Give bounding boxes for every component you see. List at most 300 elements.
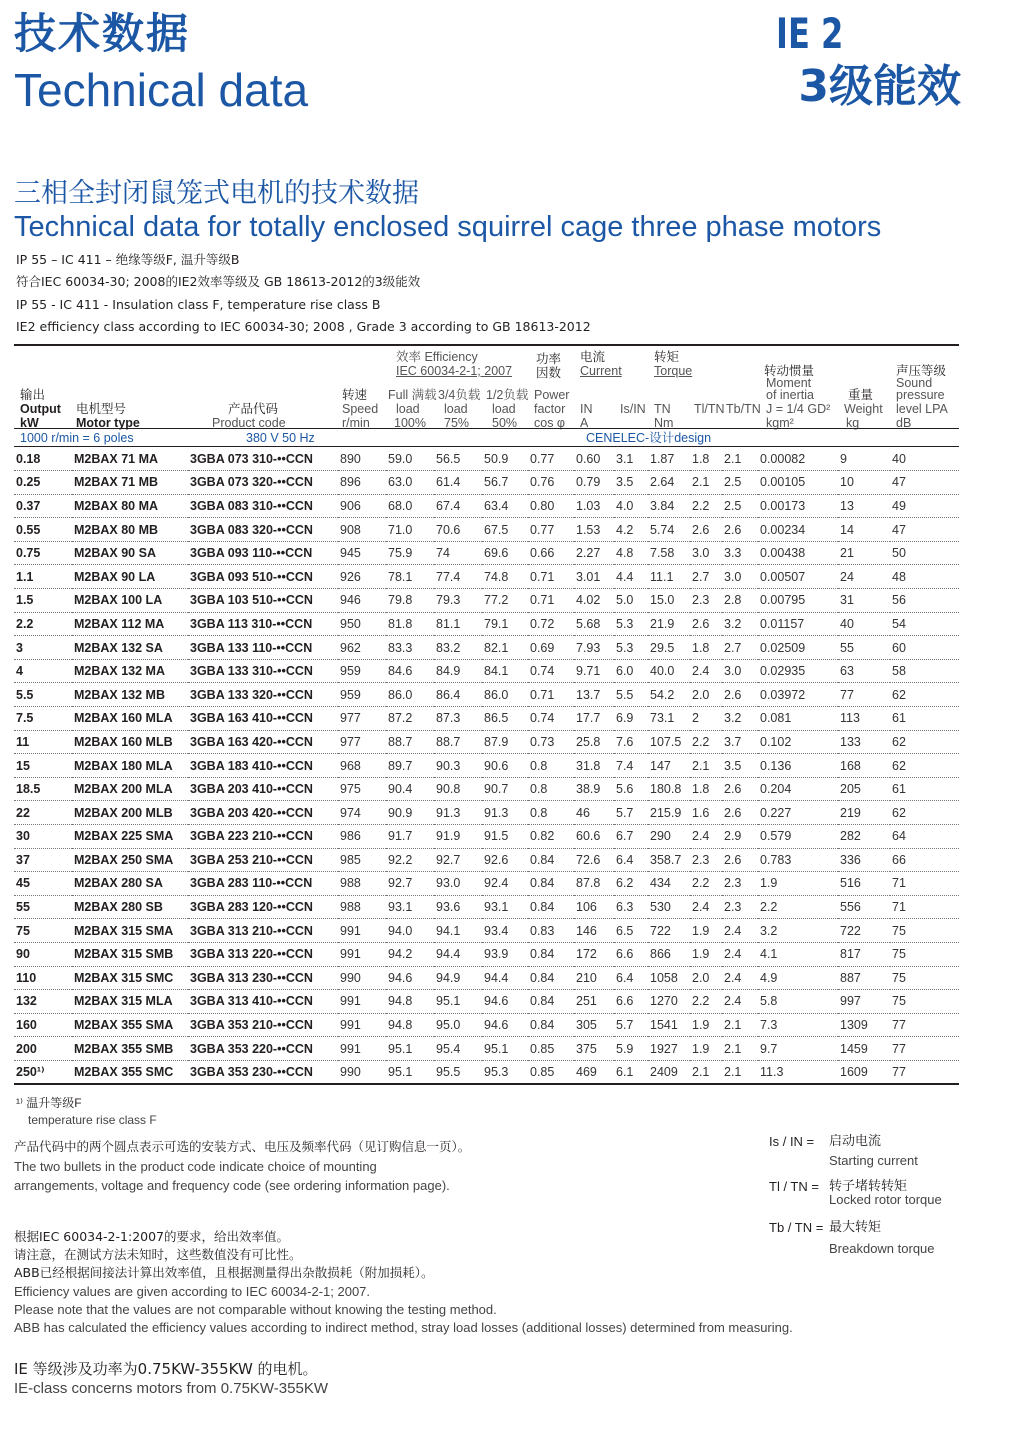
table-cell: 2.6 bbox=[722, 683, 758, 707]
table-cell: 87.9 bbox=[482, 730, 528, 754]
header-output-unit: kW bbox=[20, 416, 39, 430]
table-cell: 29.5 bbox=[648, 636, 690, 660]
table-cell: 92.6 bbox=[482, 848, 528, 872]
table-cell: 84.9 bbox=[434, 659, 482, 683]
table-cell: 54 bbox=[890, 612, 959, 636]
header-tl-tn: Tl/TN bbox=[694, 402, 725, 416]
note-eff-zh3: ABB已经根据间接法计算出效率值，且根据测量得出杂散损耗（附加损耗）。 bbox=[14, 1265, 434, 1280]
table-row bbox=[14, 777, 959, 801]
table-cell: 86.4 bbox=[434, 683, 482, 707]
note-bullets-en1: The two bullets in the product code indicate choice of mounting bbox=[14, 1159, 377, 1174]
data-table bbox=[14, 447, 959, 1085]
table-cell: 40.0 bbox=[648, 659, 690, 683]
table-cell: 6.6 bbox=[614, 990, 648, 1014]
table-cell: 2.2 bbox=[690, 990, 722, 1014]
table-cell: 62 bbox=[890, 683, 959, 707]
table-row bbox=[14, 1013, 959, 1037]
table-cell: 0.60 bbox=[574, 447, 614, 471]
table-cell: 6.4 bbox=[614, 848, 648, 872]
table-cell: 91.3 bbox=[482, 801, 528, 825]
table-cell: 2.5 bbox=[722, 471, 758, 495]
header-speed-zh: 转速 bbox=[342, 388, 368, 402]
table-cell: 93.4 bbox=[482, 919, 528, 943]
poles-design: CENELEC-设计design bbox=[586, 431, 712, 445]
header-3-4-load-en: load bbox=[444, 402, 468, 416]
table-cell: 3GBA 133 320-••CCN bbox=[188, 683, 338, 707]
table-cell: 866 bbox=[648, 942, 690, 966]
table-cell: 0.204 bbox=[758, 777, 838, 801]
table-row bbox=[14, 683, 959, 707]
table-cell: 890 bbox=[338, 447, 386, 471]
table-cell: 95.1 bbox=[386, 1037, 434, 1061]
table-cell: 2.9 bbox=[722, 825, 758, 849]
table-cell: 2.3 bbox=[690, 848, 722, 872]
table-cell: 1.9 bbox=[758, 872, 838, 896]
table-cell: 2.2 bbox=[690, 494, 722, 518]
table-cell: 0.76 bbox=[528, 471, 574, 495]
table-cell: 95.4 bbox=[434, 1037, 482, 1061]
table-cell: 817 bbox=[838, 942, 890, 966]
note-bullets-en2: arrangements, voltage and frequency code (see ordering information page). bbox=[14, 1178, 450, 1193]
table-cell: 91.3 bbox=[434, 801, 482, 825]
table-cell: 5.5 bbox=[14, 683, 72, 707]
table-cell: 0.00105 bbox=[758, 471, 838, 495]
table-cell: 0.84 bbox=[528, 966, 574, 990]
table-cell: 94.8 bbox=[386, 1013, 434, 1037]
table-cell: 997 bbox=[838, 990, 890, 1014]
table-cell: 4.9 bbox=[758, 966, 838, 990]
table-cell: 358.7 bbox=[648, 848, 690, 872]
table-cell: 2.64 bbox=[648, 471, 690, 495]
table-cell: 83.3 bbox=[386, 636, 434, 660]
table-cell: M2BAX 132 MA bbox=[72, 659, 188, 683]
legend-tl-label: Tl / TN = bbox=[769, 1179, 819, 1194]
table-cell: 1541 bbox=[648, 1013, 690, 1037]
table-cell: 7.58 bbox=[648, 541, 690, 565]
table-cell: 3GBA 083 310-••CCN bbox=[188, 494, 338, 518]
table-cell: M2BAX 112 MA bbox=[72, 612, 188, 636]
table-cell: 3GBA 073 320-••CCN bbox=[188, 471, 338, 495]
table-cell: 79.1 bbox=[482, 612, 528, 636]
table-cell: 1.8 bbox=[690, 447, 722, 471]
table-row bbox=[14, 942, 959, 966]
table-cell: 962 bbox=[338, 636, 386, 660]
table-cell: 0.00082 bbox=[758, 447, 838, 471]
table-cell: 94.6 bbox=[482, 1013, 528, 1037]
table-cell: 69.6 bbox=[482, 541, 528, 565]
table-cell: 2.4 bbox=[690, 895, 722, 919]
table-cell: 31 bbox=[838, 589, 890, 613]
table-cell: 50.9 bbox=[482, 447, 528, 471]
table-cell: 975 bbox=[338, 777, 386, 801]
table-cell: 9 bbox=[838, 447, 890, 471]
table-cell: 92.7 bbox=[434, 848, 482, 872]
table-cell: 250¹⁾ bbox=[14, 1060, 72, 1084]
table-cell: 180.8 bbox=[648, 777, 690, 801]
table-cell: M2BAX 132 SA bbox=[72, 636, 188, 660]
table-cell: 79.3 bbox=[434, 589, 482, 613]
header-pf-en1: Power bbox=[534, 388, 570, 402]
table-cell: 0.77 bbox=[528, 447, 574, 471]
table-cell: 3.1 bbox=[614, 447, 648, 471]
table-cell: 147 bbox=[648, 754, 690, 778]
header-weight-en: Weight bbox=[844, 402, 883, 416]
table-cell: 3GBA 313 230-••CCN bbox=[188, 966, 338, 990]
table-cell: 4.2 bbox=[614, 518, 648, 542]
table-cell: 3GBA 073 310-••CCN bbox=[188, 447, 338, 471]
header-full-load-pct: 100% bbox=[394, 416, 426, 430]
header-output-zh: 输出 bbox=[20, 388, 46, 402]
table-cell: 1.9 bbox=[690, 942, 722, 966]
table-cell: 1.03 bbox=[574, 494, 614, 518]
table-cell: 0.136 bbox=[758, 754, 838, 778]
table-row bbox=[14, 541, 959, 565]
table-cell: 0.8 bbox=[528, 777, 574, 801]
table-cell: 132 bbox=[14, 990, 72, 1014]
header-half-load-pct: 50% bbox=[492, 416, 518, 430]
table-cell: 90.9 bbox=[386, 801, 434, 825]
table-cell: 146 bbox=[574, 919, 614, 943]
table-row bbox=[14, 966, 959, 990]
table-cell: 7.6 bbox=[614, 730, 648, 754]
table-cell: 61 bbox=[890, 777, 959, 801]
table-cell: 2.2 bbox=[758, 895, 838, 919]
table-cell: 0.8 bbox=[528, 801, 574, 825]
table-cell: 722 bbox=[648, 919, 690, 943]
table-cell: 21.9 bbox=[648, 612, 690, 636]
table-cell: 2.7 bbox=[722, 636, 758, 660]
table-cell: 0.25 bbox=[14, 471, 72, 495]
table-cell: 22 bbox=[14, 801, 72, 825]
header-current-en: Current bbox=[580, 364, 622, 378]
table-cell: 986 bbox=[338, 825, 386, 849]
table-cell: 56.5 bbox=[434, 447, 482, 471]
table-cell: 1.1 bbox=[14, 565, 72, 589]
table-cell: 6.6 bbox=[614, 942, 648, 966]
table-cell: 991 bbox=[338, 919, 386, 943]
table-cell: 61.4 bbox=[434, 471, 482, 495]
table-cell: 0.83 bbox=[528, 919, 574, 943]
table-cell: M2BAX 315 SMC bbox=[72, 966, 188, 990]
table-cell: 926 bbox=[338, 565, 386, 589]
table-cell: 94.8 bbox=[386, 990, 434, 1014]
table-cell: 7.5 bbox=[14, 707, 72, 731]
table-row bbox=[14, 730, 959, 754]
table-cell: 70.6 bbox=[434, 518, 482, 542]
table-cell: 2.4 bbox=[722, 919, 758, 943]
table-row bbox=[14, 589, 959, 613]
table-cell: 3GBA 313 210-••CCN bbox=[188, 919, 338, 943]
table-cell: 10 bbox=[838, 471, 890, 495]
table-cell: 89.7 bbox=[386, 754, 434, 778]
table-cell: 3GBA 203 420-••CCN bbox=[188, 801, 338, 825]
table-cell: 3GBA 163 420-••CCN bbox=[188, 730, 338, 754]
table-cell: 2.8 bbox=[722, 589, 758, 613]
table-cell: 68.0 bbox=[386, 494, 434, 518]
table-cell: 133 bbox=[838, 730, 890, 754]
table-cell: 1.53 bbox=[574, 518, 614, 542]
table-cell: 974 bbox=[338, 801, 386, 825]
table-cell: 160 bbox=[14, 1013, 72, 1037]
table-cell: 50 bbox=[890, 541, 959, 565]
table-cell: 78.1 bbox=[386, 565, 434, 589]
table-row bbox=[14, 471, 959, 495]
table-cell: 2.6 bbox=[690, 612, 722, 636]
table-cell: 93.1 bbox=[482, 895, 528, 919]
table-cell: 530 bbox=[648, 895, 690, 919]
table-cell: 0.74 bbox=[528, 659, 574, 683]
table-cell: 40 bbox=[890, 447, 959, 471]
table-cell: 3.5 bbox=[614, 471, 648, 495]
poles-row bbox=[14, 428, 959, 447]
table-cell: 985 bbox=[338, 848, 386, 872]
table-cell: 77 bbox=[890, 1013, 959, 1037]
section-title-zh: 三相全封闭鼠笼式电机的技术数据 bbox=[14, 178, 419, 209]
table-cell: 305 bbox=[574, 1013, 614, 1037]
table-cell: 31.8 bbox=[574, 754, 614, 778]
page-title-en: Technical data bbox=[14, 64, 309, 116]
note-ie-zh: IE 等级涉及功率为0.75KW-355KW 的电机。 bbox=[14, 1360, 318, 1378]
table-cell: 290 bbox=[648, 825, 690, 849]
table-cell: 87.2 bbox=[386, 707, 434, 731]
table-cell: 168 bbox=[838, 754, 890, 778]
table-cell: 3.5 bbox=[722, 754, 758, 778]
table-cell: 95.1 bbox=[482, 1037, 528, 1061]
header-current-zh: 电流 bbox=[580, 350, 606, 364]
table-cell: 2.6 bbox=[722, 848, 758, 872]
table-cell: 14 bbox=[838, 518, 890, 542]
table-cell: 58 bbox=[890, 659, 959, 683]
table-cell: 219 bbox=[838, 801, 890, 825]
table-cell: M2BAX 90 LA bbox=[72, 565, 188, 589]
table-cell: 0.75 bbox=[14, 541, 72, 565]
table-cell: 87.3 bbox=[434, 707, 482, 731]
table-cell: 3.2 bbox=[758, 919, 838, 943]
table-cell: 81.1 bbox=[434, 612, 482, 636]
table-cell: 3GBA 313 220-••CCN bbox=[188, 942, 338, 966]
table-cell: 62 bbox=[890, 730, 959, 754]
legend-is-label: Is / IN = bbox=[769, 1134, 815, 1149]
table-cell: 94.1 bbox=[434, 919, 482, 943]
table-cell: M2BAX 280 SB bbox=[72, 895, 188, 919]
table-row bbox=[14, 848, 959, 872]
table-cell: 77.2 bbox=[482, 589, 528, 613]
table-cell: 62 bbox=[890, 754, 959, 778]
table-cell: 2.6 bbox=[690, 518, 722, 542]
table-cell: 1.9 bbox=[690, 919, 722, 943]
table-cell: 2.5 bbox=[722, 494, 758, 518]
table-cell: 0.01157 bbox=[758, 612, 838, 636]
table-cell: 60.6 bbox=[574, 825, 614, 849]
header-sound-unit: dB bbox=[896, 416, 912, 430]
note-eff-en1: Efficiency values are given according to IEC 60034-2-1; 2007. bbox=[14, 1284, 371, 1299]
table-cell: 4 bbox=[14, 659, 72, 683]
table-cell: 90.4 bbox=[386, 777, 434, 801]
header-inertia-zh: 转动惯量 bbox=[764, 364, 815, 378]
table-cell: 91.5 bbox=[482, 825, 528, 849]
table-cell: 336 bbox=[838, 848, 890, 872]
table-cell: M2BAX 71 MA bbox=[72, 447, 188, 471]
table-cell: M2BAX 315 SMB bbox=[72, 942, 188, 966]
table-cell: 3GBA 353 210-••CCN bbox=[188, 1013, 338, 1037]
table-cell: 54.2 bbox=[648, 683, 690, 707]
note-eff-zh2: 请注意，在测试方法未知时，这些数值没有可比性。 bbox=[14, 1247, 302, 1262]
table-cell: 55 bbox=[14, 895, 72, 919]
table-cell: 77.4 bbox=[434, 565, 482, 589]
table-cell: 2.2 bbox=[690, 872, 722, 896]
poles-speed: 1000 r/min = 6 poles bbox=[20, 431, 134, 445]
table-cell: 1459 bbox=[838, 1037, 890, 1061]
table-cell: 95.1 bbox=[434, 990, 482, 1014]
table-cell: 94.6 bbox=[482, 990, 528, 1014]
table-cell: 991 bbox=[338, 1037, 386, 1061]
table-cell: M2BAX 355 SMA bbox=[72, 1013, 188, 1037]
table-cell: 86.0 bbox=[482, 683, 528, 707]
table-row bbox=[14, 825, 959, 849]
table-cell: 73.1 bbox=[648, 707, 690, 731]
note-bullets-zh: 产品代码中的两个圆点表示可选的安装方式、电压及频率代码（见订购信息一页）。 bbox=[14, 1139, 471, 1154]
table-cell: 21 bbox=[838, 541, 890, 565]
table-cell: 0.73 bbox=[528, 730, 574, 754]
table-cell: 95.0 bbox=[434, 1013, 482, 1037]
table-cell: 0.03972 bbox=[758, 683, 838, 707]
table-cell: 56 bbox=[890, 589, 959, 613]
header-pf-unit: cos φ bbox=[534, 416, 566, 430]
table-cell: 556 bbox=[838, 895, 890, 919]
table-cell: 75 bbox=[14, 919, 72, 943]
table-cell: 1.9 bbox=[690, 1037, 722, 1061]
legend-tl-en: Locked rotor torque bbox=[829, 1192, 942, 1207]
table-row bbox=[14, 518, 959, 542]
table-cell: 375 bbox=[574, 1037, 614, 1061]
table-cell: 30 bbox=[14, 825, 72, 849]
table-cell: 215.9 bbox=[648, 801, 690, 825]
header-speed-unit: r/min bbox=[342, 416, 370, 430]
table-cell: 74 bbox=[434, 541, 482, 565]
table-row bbox=[14, 754, 959, 778]
table-cell: 4.0 bbox=[614, 494, 648, 518]
table-cell: 0.00438 bbox=[758, 541, 838, 565]
table-cell: 2.1 bbox=[690, 471, 722, 495]
table-cell: 47 bbox=[890, 518, 959, 542]
table-cell: 18.5 bbox=[14, 777, 72, 801]
table-cell: 945 bbox=[338, 541, 386, 565]
header-torque-en: Torque bbox=[654, 364, 693, 378]
table-cell: 3.01 bbox=[574, 565, 614, 589]
header-pf-zh1: 功率 bbox=[536, 352, 562, 366]
table-cell: 3GBA 113 310-••CCN bbox=[188, 612, 338, 636]
table-cell: 282 bbox=[838, 825, 890, 849]
section-title-en: Technical data for totally enclosed squirrel cage three phase motors bbox=[14, 211, 882, 243]
legend-is-en: Starting current bbox=[829, 1153, 918, 1168]
table-cell: 0.85 bbox=[528, 1060, 574, 1084]
header-is-in: Is/IN bbox=[620, 402, 646, 416]
header-torque-zh: 转矩 bbox=[654, 350, 680, 364]
legend-tb-en: Breakdown torque bbox=[829, 1241, 935, 1256]
table-cell: 0.84 bbox=[528, 848, 574, 872]
header-sound-en3: level LPA bbox=[896, 402, 948, 416]
table-row bbox=[14, 895, 959, 919]
table-cell: 3GBA 283 110-••CCN bbox=[188, 872, 338, 896]
table-row bbox=[14, 565, 959, 589]
table-cell: 13.7 bbox=[574, 683, 614, 707]
table-cell: 24 bbox=[838, 565, 890, 589]
table-cell: 93.6 bbox=[434, 895, 482, 919]
table-cell: 906 bbox=[338, 494, 386, 518]
table-cell: 7.3 bbox=[758, 1013, 838, 1037]
table-cell: 75 bbox=[890, 919, 959, 943]
table-cell: 2.2 bbox=[14, 612, 72, 636]
header-efficiency: 效率 Efficiency bbox=[396, 350, 478, 364]
table-cell: 0.85 bbox=[528, 1037, 574, 1061]
table-cell: 0.18 bbox=[14, 447, 72, 471]
table-cell: 13 bbox=[838, 494, 890, 518]
table-cell: 38.9 bbox=[574, 777, 614, 801]
table-cell: 0.74 bbox=[528, 707, 574, 731]
table-cell: 722 bbox=[838, 919, 890, 943]
table-cell: 1.9 bbox=[690, 1013, 722, 1037]
table-cell: 988 bbox=[338, 872, 386, 896]
table-cell: 0.84 bbox=[528, 872, 574, 896]
legend-tl-zh: 转子堵转转矩 bbox=[829, 1179, 908, 1194]
table-cell: 2.4 bbox=[722, 990, 758, 1014]
header-tn-unit: Nm bbox=[654, 416, 674, 430]
table-cell: 3GBA 253 210-••CCN bbox=[188, 848, 338, 872]
table-cell: 3GBA 223 210-••CCN bbox=[188, 825, 338, 849]
table-cell: 2.3 bbox=[722, 895, 758, 919]
table-cell: M2BAX 280 SA bbox=[72, 872, 188, 896]
table-cell: 5.3 bbox=[614, 636, 648, 660]
table-cell: 67.5 bbox=[482, 518, 528, 542]
table-cell: 3GBA 203 410-••CCN bbox=[188, 777, 338, 801]
table-cell: 3GBA 353 230-••CCN bbox=[188, 1060, 338, 1084]
table-cell: 66 bbox=[890, 848, 959, 872]
note-eff-en3: ABB has calculated the efficiency values according to indirect method, stray load losses (additional losses) determined from measuring. bbox=[14, 1320, 793, 1335]
table-cell: 968 bbox=[338, 754, 386, 778]
table-cell: 2.4 bbox=[690, 659, 722, 683]
header-half-load-zh: 1/2负载 bbox=[486, 388, 529, 402]
table-cell: M2BAX 315 MLA bbox=[72, 990, 188, 1014]
header-in-unit: A bbox=[580, 416, 589, 430]
table-cell: 90.6 bbox=[482, 754, 528, 778]
header-motor-en: Motor type bbox=[76, 416, 140, 430]
table-cell: 107.5 bbox=[648, 730, 690, 754]
table-cell: 92.4 bbox=[482, 872, 528, 896]
table-cell: 908 bbox=[338, 518, 386, 542]
table-cell: 0.37 bbox=[14, 494, 72, 518]
table-cell: 200 bbox=[14, 1037, 72, 1061]
table-cell: 2.4 bbox=[722, 942, 758, 966]
ie-class-label: IE 2 bbox=[775, 9, 844, 58]
table-cell: 0.79 bbox=[574, 471, 614, 495]
table-cell: 11.1 bbox=[648, 565, 690, 589]
table-cell: M2BAX 355 SMC bbox=[72, 1060, 188, 1084]
table-cell: 3GBA 353 220-••CCN bbox=[188, 1037, 338, 1061]
table-cell: 0.84 bbox=[528, 942, 574, 966]
footnote-en: temperature rise class F bbox=[28, 1113, 157, 1127]
table-cell: 87.8 bbox=[574, 872, 614, 896]
table-cell: 84.1 bbox=[482, 659, 528, 683]
table-cell: 2409 bbox=[648, 1060, 690, 1084]
table-cell: 3GBA 313 410-••CCN bbox=[188, 990, 338, 1014]
table-row bbox=[14, 659, 959, 683]
header-full-load-zh: Full 满载 bbox=[388, 388, 437, 402]
table-cell: 95.5 bbox=[434, 1060, 482, 1084]
table-cell: M2BAX 200 MLB bbox=[72, 801, 188, 825]
table-cell: 46 bbox=[574, 801, 614, 825]
table-cell: 977 bbox=[338, 707, 386, 731]
table-cell: 1609 bbox=[838, 1060, 890, 1084]
